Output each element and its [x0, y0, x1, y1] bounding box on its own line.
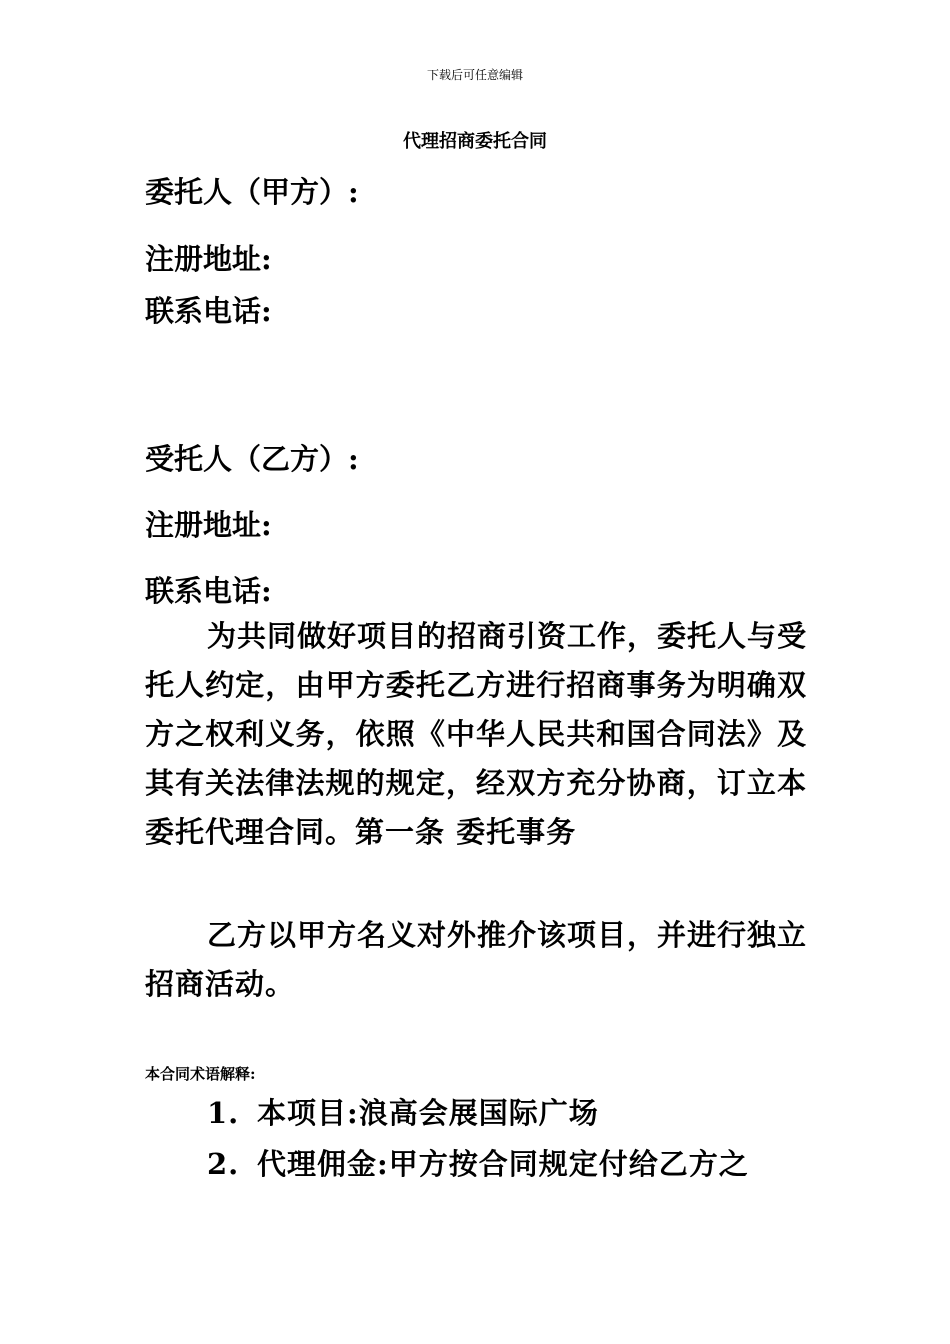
list-item-number: 1.: [207, 1096, 240, 1130]
party-b-label: 受托人（乙方）:: [145, 442, 359, 476]
list-item: [207, 1091, 599, 1132]
list-item-text: 代理佣金:甲方按合同规定付给乙方之: [257, 1147, 749, 1181]
list-item-number: 2.: [207, 1147, 240, 1181]
preamble-paragraph: 为共同做好项目的招商引资工作，委托人与受托人约定，由甲方委托乙方进行招商事务为明确双方之权利义务，依照《中华人民共和国合同法》及其有关法律法规的规定，经双方充分协商，订立本委托代理合同。第一条 委托事务: [145, 619, 808, 849]
list-item: [207, 1142, 749, 1183]
terms-label: 本合同术语解释:: [145, 1065, 256, 1083]
document-title: 代理招商委托合同: [403, 131, 547, 152]
party-a-phone-label: 联系电话:: [145, 294, 272, 328]
party-b-address-label: 注册地址:: [145, 508, 272, 542]
party-a-label: 委托人（甲方）:: [145, 175, 359, 209]
list-item-text: 本项目:浪高会展国际广场: [257, 1096, 599, 1130]
header-note: 下载后可任意编辑: [426, 68, 523, 82]
party-b-phone-label: 联系电话:: [145, 574, 272, 608]
party-a-address-label: 注册地址:: [145, 242, 272, 276]
article-1-body: 乙方以甲方名义对外推介该项目，并进行独立招商活动。: [145, 918, 808, 1001]
